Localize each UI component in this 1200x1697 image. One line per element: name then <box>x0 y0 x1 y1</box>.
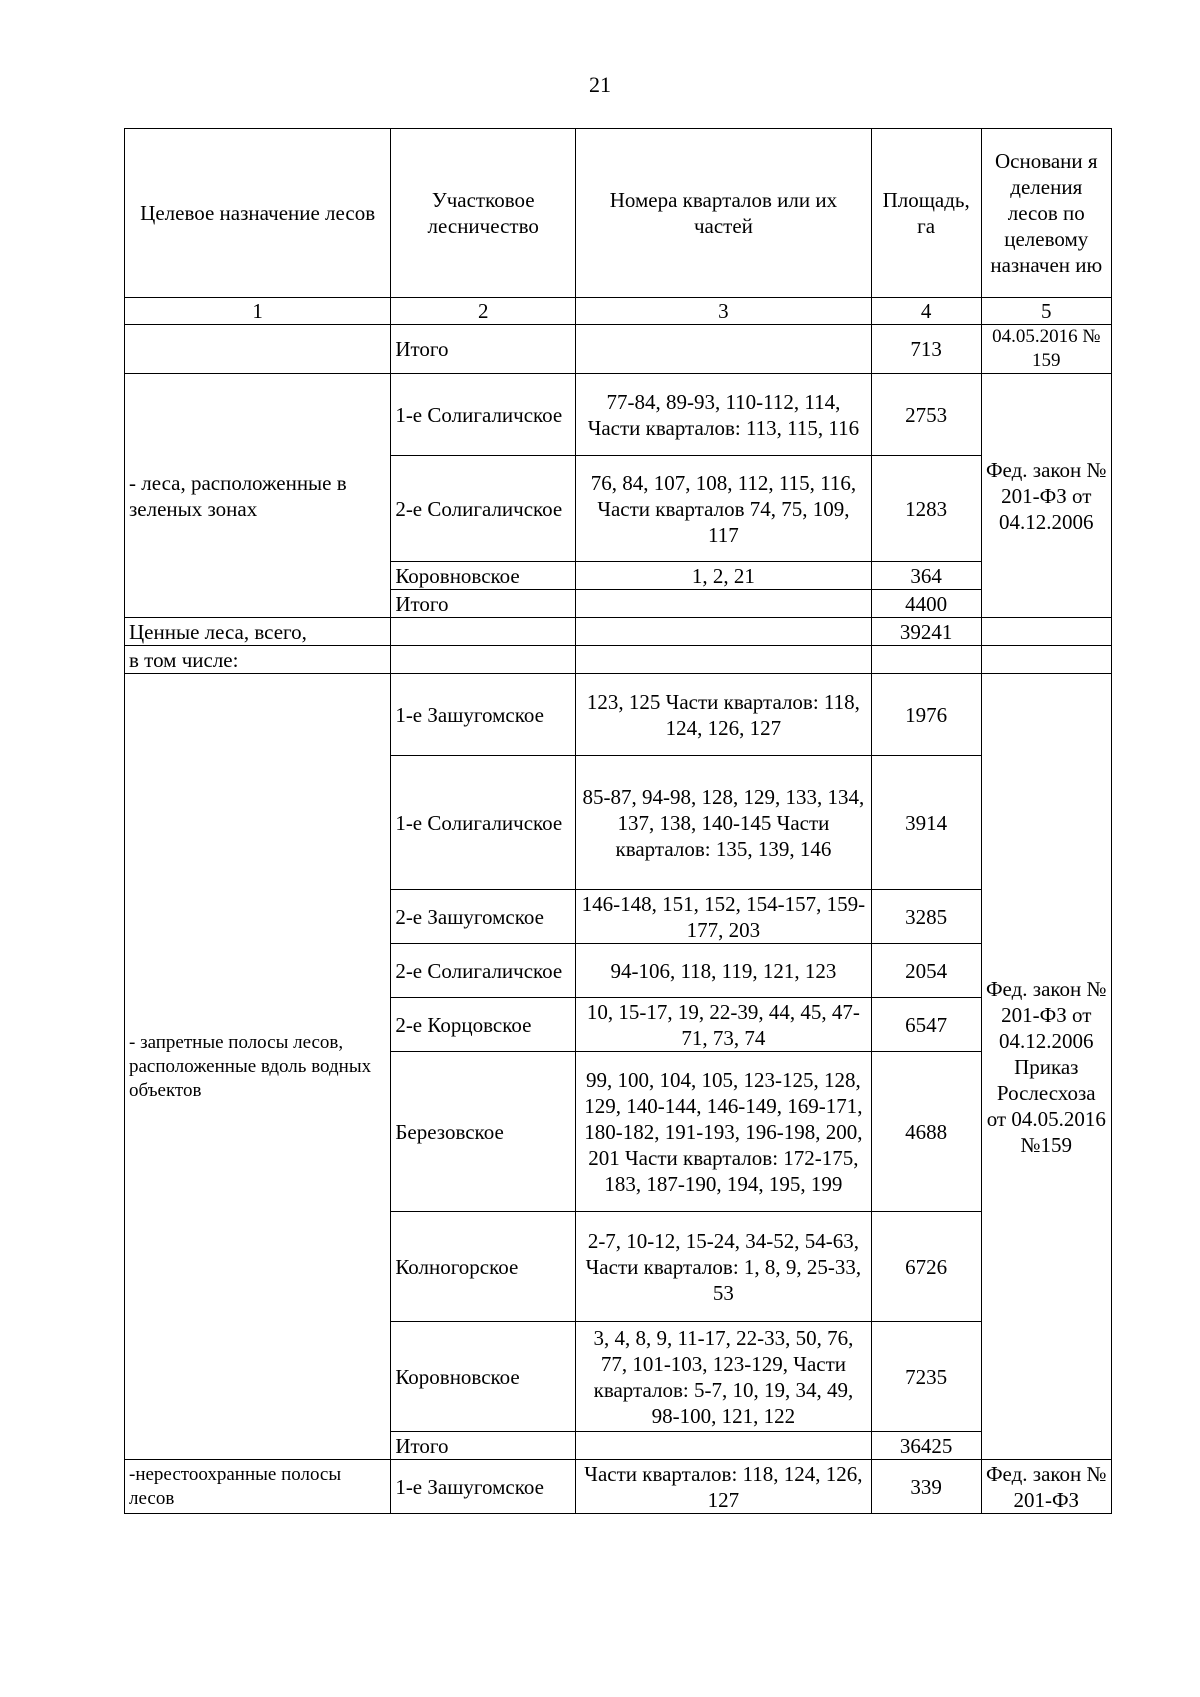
purpose-cell: - леса, расположенные в зеленых зонах <box>125 374 391 618</box>
table-row <box>125 325 1112 374</box>
district-cell: Колногорское <box>391 1212 576 1322</box>
quarters-cell: 76, 84, 107, 108, 112, 115, 116, Части кварталов 74, 75, 109, 117 <box>576 456 872 562</box>
area-cell: 36425 <box>871 1432 981 1460</box>
quarters-cell <box>576 325 872 374</box>
quarters-cell: 2-7, 10-12, 15-24, 34-52, 54-63, Части кварталов: 1, 8, 9, 25-33, 53 <box>576 1212 872 1322</box>
quarters-cell: 1, 2, 21 <box>576 562 872 590</box>
area-cell: 1283 <box>871 456 981 562</box>
table-row <box>125 646 1112 674</box>
area-cell: 3914 <box>871 756 981 890</box>
quarters-cell: 10, 15-17, 19, 22-39, 44, 45, 47-71, 73, 74 <box>576 998 872 1052</box>
purpose-cell <box>125 325 391 374</box>
area-cell: 39241 <box>871 618 981 646</box>
header-basis: Основани я деления лесов по целевому назначен ию <box>981 129 1111 298</box>
header-area: Площадь, га <box>871 129 981 298</box>
quarters-cell: Части кварталов: 118, 124, 126, 127 <box>576 1460 872 1514</box>
district-cell: 1-е Зашугомское <box>391 1460 576 1514</box>
column-index: 4 <box>871 298 981 325</box>
quarters-cell <box>576 618 872 646</box>
district-cell: Коровновское <box>391 1322 576 1432</box>
quarters-cell: 99, 100, 104, 105, 123-125, 128, 129, 140-144, 146-149, 169-171, 180-182, 191-193, 196-198, 200, 201 Части кварталов: 172-175, 183, 187-190, 194, 195, 199 <box>576 1052 872 1212</box>
area-cell: 4688 <box>871 1052 981 1212</box>
district-cell: Итого <box>391 1432 576 1460</box>
column-index: 2 <box>391 298 576 325</box>
basis-cell <box>981 618 1111 646</box>
quarters-cell <box>576 590 872 618</box>
area-cell: 1976 <box>871 674 981 756</box>
area-cell: 3285 <box>871 890 981 944</box>
district-cell: 2-е Корцовское <box>391 998 576 1052</box>
district-cell: 1-е Солигаличское <box>391 756 576 890</box>
district-cell: Итого <box>391 325 576 374</box>
quarters-cell <box>576 646 872 674</box>
quarters-cell: 85-87, 94-98, 128, 129, 133, 134, 137, 138, 140-145 Части кварталов: 135, 139, 146 <box>576 756 872 890</box>
district-cell <box>391 618 576 646</box>
quarters-cell: 77-84, 89-93, 110-112, 114, Части кварталов: 113, 115, 116 <box>576 374 872 456</box>
district-cell: Итого <box>391 590 576 618</box>
quarters-cell: 94-106, 118, 119, 121, 123 <box>576 944 872 998</box>
table-row <box>125 374 1112 456</box>
area-cell: 364 <box>871 562 981 590</box>
quarters-cell: 146-148, 151, 152, 154-157, 159-177, 203 <box>576 890 872 944</box>
purpose-cell: Ценные леса, всего, <box>125 618 391 646</box>
table-row <box>125 1460 1112 1514</box>
area-cell: 6726 <box>871 1212 981 1322</box>
header-purpose: Целевое назначение лесов <box>125 129 391 298</box>
table-row <box>125 674 1112 756</box>
quarters-cell <box>576 1432 872 1460</box>
purpose-cell: -нерестоохранные полосы лесов <box>125 1460 391 1514</box>
purpose-cell: в том числе: <box>125 646 391 674</box>
quarters-cell: 123, 125 Части кварталов: 118, 124, 126, 127 <box>576 674 872 756</box>
area-cell: 2054 <box>871 944 981 998</box>
district-cell: 1-е Солигаличское <box>391 374 576 456</box>
district-cell: 2-е Солигаличское <box>391 944 576 998</box>
district-cell <box>391 646 576 674</box>
forest-purpose-table <box>124 128 1112 1514</box>
area-cell: 6547 <box>871 998 981 1052</box>
district-cell: 1-е Зашугомское <box>391 674 576 756</box>
basis-cell <box>981 646 1111 674</box>
area-cell: 2753 <box>871 374 981 456</box>
basis-cell: Фед. закон № 201-ФЗ <box>981 1460 1111 1514</box>
area-cell: 4400 <box>871 590 981 618</box>
district-cell: Березовское <box>391 1052 576 1212</box>
district-cell: 2-е Солигаличское <box>391 456 576 562</box>
column-index: 1 <box>125 298 391 325</box>
quarters-cell: 3, 4, 8, 9, 11-17, 22-33, 50, 76, 77, 101-103, 123-129, Части кварталов: 5-7, 10, 19, 34, 49, 98-100, 121, 122 <box>576 1322 872 1432</box>
column-index-row <box>125 298 1112 325</box>
purpose-cell: - запретные полосы лесов, расположенные вдоль водных объектов <box>125 674 391 1460</box>
column-index: 5 <box>981 298 1111 325</box>
area-cell: 339 <box>871 1460 981 1514</box>
table-row <box>125 618 1112 646</box>
column-index: 3 <box>576 298 872 325</box>
district-cell: Коровновское <box>391 562 576 590</box>
area-cell: 713 <box>871 325 981 374</box>
district-cell: 2-е Зашугомское <box>391 890 576 944</box>
header-quarters: Номера кварталов или их частей <box>576 129 872 298</box>
area-cell <box>871 646 981 674</box>
basis-cell: Фед. закон № 201-ФЗ от 04.12.2006 Приказ Рослесхоза от 04.05.2016 №159 <box>981 674 1111 1460</box>
basis-cell: 04.05.2016 № 159 <box>981 325 1111 374</box>
area-cell: 7235 <box>871 1322 981 1432</box>
header-district: Участковое лесничество <box>391 129 576 298</box>
page-number: 21 <box>589 72 611 97</box>
basis-cell: Фед. закон № 201-ФЗ от 04.12.2006 <box>981 374 1111 618</box>
table-header-row <box>125 129 1112 298</box>
